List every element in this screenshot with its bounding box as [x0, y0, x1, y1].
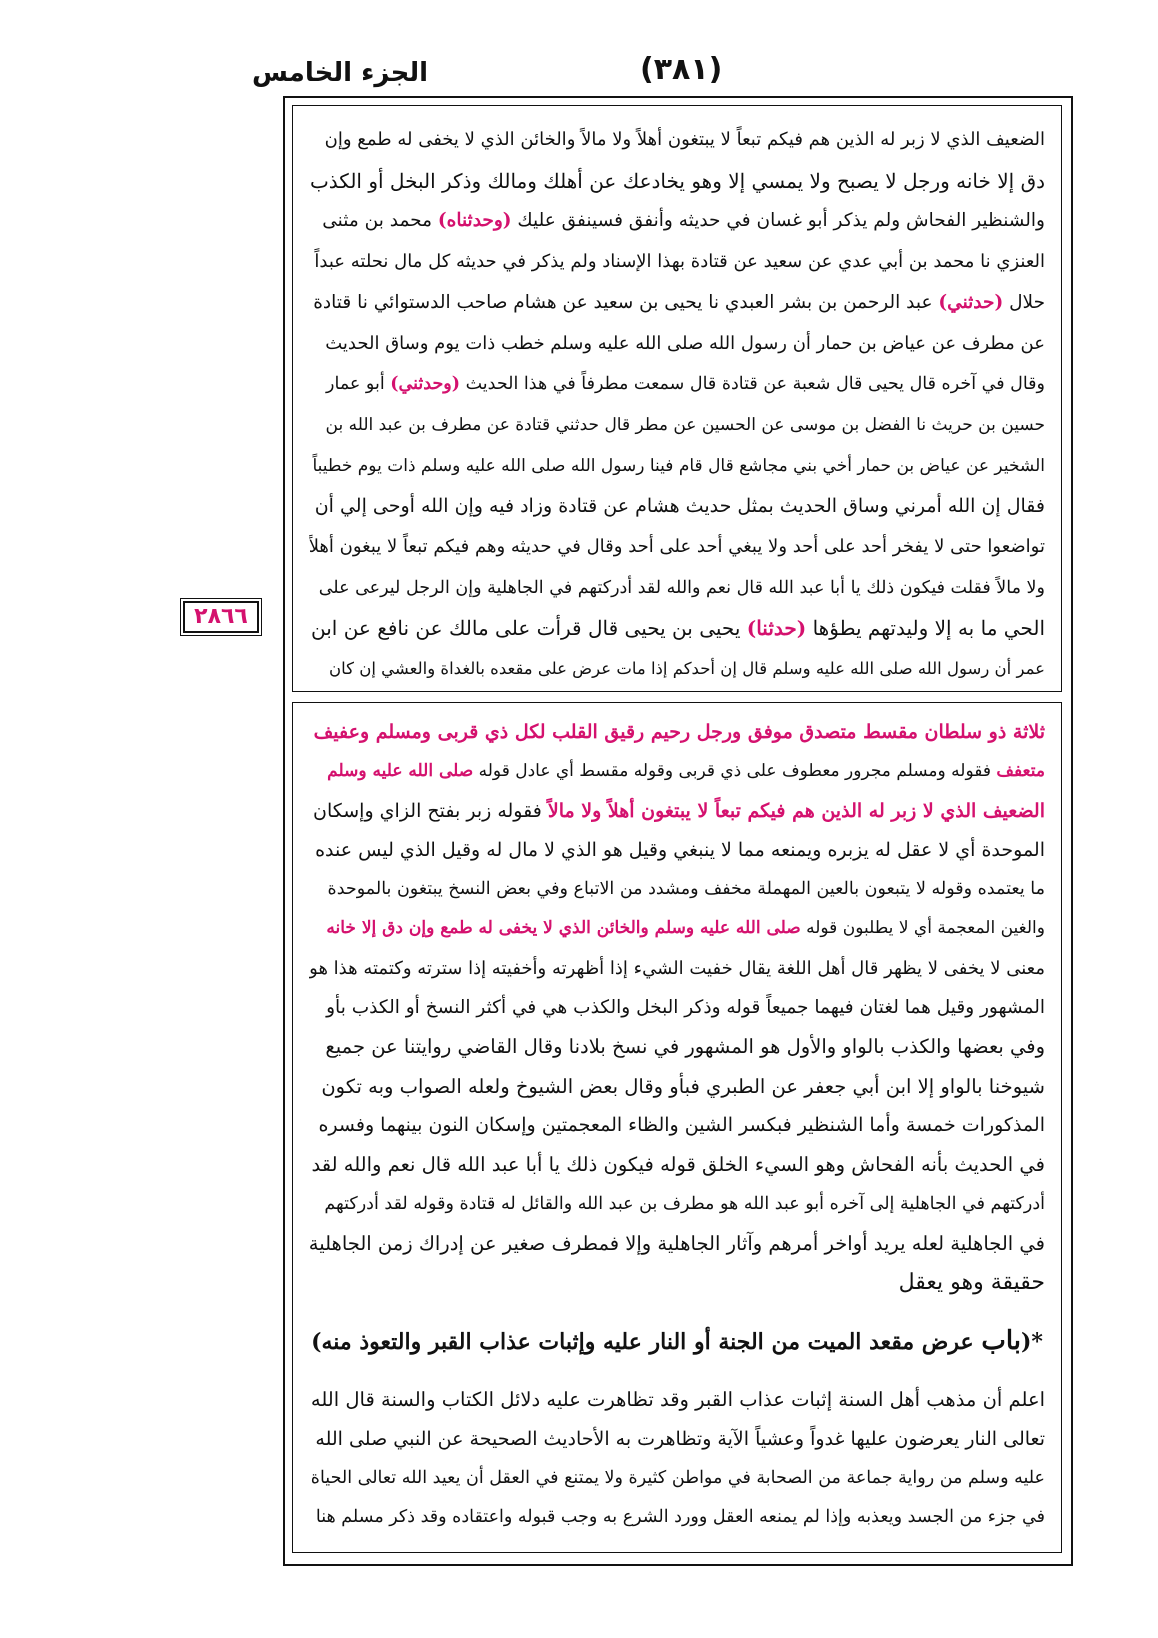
text-segment: دق إلا خانه ورجل لا يصبح ولا يمسي إلا وهو يخادعك عن أهلك ومالك وذكر البخل أو الكذب [309, 168, 1045, 193]
text-line [309, 1420, 1045, 1459]
text-line [309, 949, 1045, 988]
page-number: (٣٨١) [640, 52, 723, 87]
text-line [309, 831, 1045, 870]
text-line [309, 1498, 1045, 1537]
text-segment: عبد الرحمن بن بشر العبدي نا يحيى بن سعيد عن هشام صاحب الدستوائي نا قتادة [313, 291, 939, 313]
text-line [309, 446, 1045, 487]
text-segment: والغين المعجمة أي لا يطلبون قوله [800, 918, 1045, 939]
text-segment: حلال [1003, 291, 1045, 313]
text-line [309, 1145, 1045, 1184]
text-segment: حسين بن حريث نا الفضل بن موسى عن الحسين عن مطر قال حدثني قتادة عن مطرف بن عبد الله بن [325, 414, 1045, 435]
sharh-panel [292, 702, 1062, 1553]
text-segment: اعلم أن مذهب أهل السنة إثبات عذاب القبر وقد تظاهرت عليه دلائل الكتاب والسنة قال الله [310, 1388, 1045, 1412]
text-segment: يحيى بن يحيى قال قرأت على مالك عن نافع عن ابن [310, 616, 747, 641]
text-segment: الشخير عن عياض بن حمار أخي بني مجاشع قال قام فينا رسول الله صلى الله عليه وسلم ذات يوم خطيباً [312, 455, 1045, 476]
text-line [309, 1263, 1045, 1302]
text-line [309, 1185, 1045, 1224]
highlighted-text: صلى الله عليه وسلم [327, 761, 474, 782]
text-line [309, 527, 1045, 568]
text-line [309, 608, 1045, 649]
highlighted-text: (حدثني) [938, 291, 1004, 313]
page-header [0, 0, 1158, 100]
text-line [309, 283, 1045, 324]
text-line [309, 909, 1045, 948]
text-segment: أدركتهم في الجاهلية إلى آخره أبو عبد الله هو مطرف بن عبد الله والقائل له قتادة وقوله لقد أدركتهم [324, 1193, 1045, 1214]
matn-text [293, 106, 1061, 690]
text-segment: فقال إن الله أمرني وساق الحديث بمثل حديث هشام عن قتادة وزاد فيه وإن الله أوحى إلي أن [314, 495, 1045, 518]
matn-panel [292, 105, 1062, 692]
text-line [309, 1224, 1045, 1263]
highlighted-text: (حدثنا) [746, 616, 807, 641]
text-line [309, 1027, 1045, 1066]
text-segment: في الحديث بأنه الفحاش وهو السيء الخلق قوله فيكون ذلك يا أبا عبد الله قال نعم والله لقد [311, 1153, 1045, 1177]
text-segment: تعالى النار يعرضون عليها غدواً وعشياً الآية وتظاهرت به الأحاديث الصحيحة عن النبي صلى الله [315, 1427, 1045, 1450]
chapter-heading [309, 1326, 1045, 1356]
sharh-text [293, 703, 1061, 1302]
text-line [309, 1380, 1045, 1419]
text-line [309, 649, 1045, 690]
text-segment: عن مطرف عن عياض بن حمار أن رسول الله صلى الله عليه وسلم خطب ذات يوم وساق الحديث [325, 332, 1045, 354]
text-line [309, 1106, 1045, 1145]
text-line [309, 161, 1045, 202]
text-line [309, 405, 1045, 446]
text-line [309, 1067, 1045, 1106]
text-line [309, 1459, 1045, 1498]
text-line [309, 201, 1045, 242]
text-line [309, 364, 1045, 405]
highlighted-text: الضعيف الذي لا زبر له الذين هم فيكم تبعاً لا يبتغون أهلاً ولا مالاً [547, 799, 1045, 822]
text-line [309, 568, 1045, 609]
text-segment: فقوله ومسلم مجرور معطوف على ذي قربى وقوله مقسط أي عادل قوله [473, 761, 997, 782]
text-segment: معنى لا يخفى لا يظهر قال أهل اللغة يقال خفيت الشيء إذا أظهرته وأخفيته إذا سترته وكتمته هذا هو [309, 957, 1045, 979]
text-segment: محمد بن مثنى [322, 210, 438, 232]
text-line [309, 752, 1045, 791]
text-segment: والشنظير الفحاش ولم يذكر أبو غسان في حديثه وأنفق فسينفق عليك [511, 210, 1045, 232]
chapter-bab-word: باب [981, 1326, 1021, 1357]
text-segment: حقيقة وهو يعقل [898, 1270, 1045, 1296]
text-line [309, 792, 1045, 831]
text-line [309, 988, 1045, 1027]
highlighted-text: صلى الله عليه وسلم والخائن الذي لا يخفى له طمع وإن دق إلا خانه [326, 918, 801, 939]
text-segment: شيوخنا بالواو إلا ابن أبي جعفر عن الطبري فبأو وقال بعض الشيوخ ولعله الصواب وبه تكون [321, 1074, 1045, 1098]
text-line [309, 486, 1045, 527]
text-segment: أبو عمار [326, 374, 391, 395]
text-segment: الموحدة أي لا عقل له يزبره ويمنعه مما لا ينبغي وقيل هو الذي لا مال له وقيل الذي ليس عنده [315, 838, 1045, 861]
highlighted-text: ثلاثة ذو سلطان مقسط متصدق موفق ورجل رحيم رقيق القلب لكل ذي قربى ومسلم وعفيف [313, 721, 1045, 743]
page-frame [283, 96, 1073, 1566]
chapter-prefix: *( [1020, 1329, 1043, 1356]
highlighted-text: (وحدثناه) [437, 210, 512, 232]
text-line [309, 713, 1045, 752]
text-segment: في الجاهلية لعله يريد أواخر أمرهم وآثار الجاهلية وإلا فمطرف صغير عن إدراك زمن الجاهلية [309, 1231, 1045, 1255]
sharh-after-text [293, 1370, 1061, 1537]
text-line [309, 870, 1045, 909]
text-segment: فقوله زبر بفتح الزاي وإسكان [313, 799, 548, 822]
text-segment: المذكورات خمسة وأما الشنظير فبكسر الشين والظاء المعجمتين وإسكان النون بينهما وفسره [318, 1113, 1045, 1136]
text-segment: ما يعتمده وقوله لا يتبعون بالعين المهملة مخفف ومشدد من الاتباع وفي بعض النسخ يبتغون بالموحدة [327, 879, 1045, 900]
text-line [309, 120, 1045, 161]
highlighted-text: متعفف [996, 761, 1045, 782]
chapter-title: عرض مقعد الميت من الجنة أو النار عليه وإثبات عذاب القبر والتعوذ منه) [311, 1329, 982, 1356]
text-segment: العنزي نا محمد بن أبي عدي عن سعيد عن قتادة بهذا الإسناد ولم يذكر في حديثه كل مال نحلته عبداً [314, 251, 1045, 273]
text-segment: وقال في آخره قال يحيى قال شعبة عن قتادة قال سمعت مطرفاً في هذا الحديث [460, 374, 1045, 395]
hadith-number-box: ٢٨٦٦ [183, 601, 259, 633]
text-line [309, 324, 1045, 365]
text-line [309, 242, 1045, 283]
text-segment: المشهور وقيل هما لغتان فيهما جميعاً قوله وذكر البخل والكذب هي في أكثر النسخ أو الكذب بأو [326, 997, 1045, 1019]
highlighted-text: (وحدثني) [390, 374, 461, 395]
text-segment: عمر أن رسول الله صلى الله عليه وسلم قال إن أحدكم إذا مات عرض على مقعده بالغداة والعشي إن كان [328, 659, 1045, 679]
text-segment: الحي ما به إلا وليدتهم يطؤها [806, 616, 1045, 641]
text-segment: تواضعوا حتى لا يفخر أحد على أحد ولا يبغي أحد على أحد وقال في حديثه وهم فيكم تبعاً لا يبغون أهلاً [309, 536, 1045, 558]
text-segment: وفي بعضها والكذب بالواو والأول هو المشهور في نسخ بلادنا وقال القاضي روايتنا عن جميع [325, 1035, 1045, 1059]
text-segment: الضعيف الذي لا زبر له الذين هم فيكم تبعاً لا يبتغون أهلاً ولا مالاً والخائن الذي لا يخفى له طمع وإن [324, 129, 1045, 150]
text-segment: عليه وسلم من رواية جماعة من الصحابة في مواطن كثيرة ولا يمتنع في العقل أن يعيد الله تعالى الحياة [310, 1468, 1045, 1489]
text-segment: ولا مالاً فقلت فيكون ذلك يا أبا عبد الله قال نعم والله لقد أدركتهم في الجاهلية وإن الرجل ليرعى على [318, 577, 1045, 598]
part-title: الجزء الخامس [252, 58, 428, 88]
text-segment: في جزء من الجسد ويعذبه وإذا لم يمنعه العقل وورد الشرع به وجب قبوله واعتقاده وقد ذكر مسلم هنا [315, 1507, 1045, 1528]
